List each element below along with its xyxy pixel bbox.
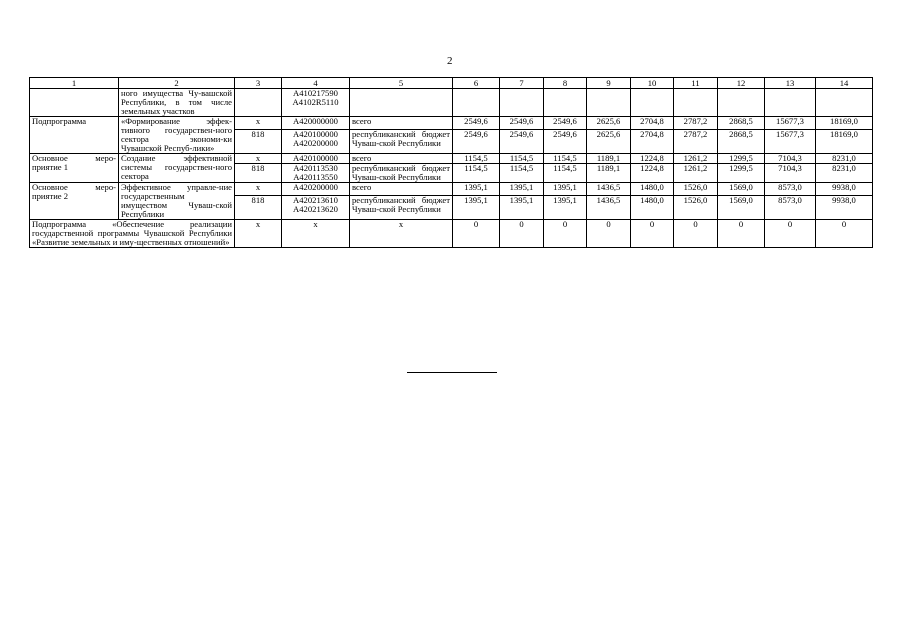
value-cell: 0 (816, 220, 873, 248)
value-cell: 0 (674, 220, 718, 248)
value-cell (718, 89, 765, 117)
value-cell (587, 89, 631, 117)
value-cell: 1526,0 (674, 183, 718, 196)
value-cell (765, 89, 816, 117)
value-cell: 1395,1 (453, 183, 500, 196)
value-cell: 8573,0 (765, 183, 816, 196)
budget-code: A420113530 (293, 163, 338, 173)
value-cell: 0 (500, 220, 544, 248)
budget-code: A420213610 (293, 195, 338, 205)
value-cell: 1395,1 (453, 195, 500, 219)
budget-code: A410217590 (293, 88, 338, 98)
value-cell (544, 89, 587, 117)
value-cell: 1154,5 (544, 164, 587, 183)
code-cell (282, 220, 350, 248)
value-cell: 1154,5 (500, 154, 544, 164)
program-name-cell: Эффективное управле-ние государственным имуществом Чуваш-ской Республики (119, 183, 235, 220)
code-cell (282, 183, 350, 196)
value-cell: 8573,0 (765, 195, 816, 219)
program-name-cell: Создание эффективной системы государствен-ного сектора (119, 154, 235, 183)
value-cell: 1154,5 (544, 154, 587, 164)
budget-code: A420100000 (293, 129, 338, 139)
budget-code: x (313, 219, 318, 229)
header-cell: 11 (674, 78, 718, 89)
header-cell: 6 (453, 78, 500, 89)
value-cell: 1395,1 (500, 195, 544, 219)
value-cell: 2704,8 (631, 129, 674, 153)
value-cell: 1395,1 (544, 183, 587, 196)
value-cell: 2549,6 (500, 129, 544, 153)
value-cell: 2549,6 (500, 117, 544, 130)
funding-source-cell (350, 89, 453, 117)
value-cell: 2549,6 (453, 129, 500, 153)
header-cell: 5 (350, 78, 453, 89)
value-cell: 1189,1 (587, 164, 631, 183)
budget-code: A420213620 (293, 203, 338, 214)
value-cell: 0 (765, 220, 816, 248)
header-cell: 8 (544, 78, 587, 89)
gov-code-cell: 818 (235, 129, 282, 153)
program-type-cell: Основное меро-приятие 2 (30, 183, 119, 220)
table-row (30, 154, 873, 164)
value-cell: 1154,5 (500, 164, 544, 183)
value-cell: 1395,1 (500, 183, 544, 196)
code-cell (282, 129, 350, 153)
code-cell (282, 164, 350, 183)
budget-table (29, 77, 873, 248)
funding-source-cell: всего (350, 154, 453, 164)
header-row (30, 78, 873, 89)
funding-source-cell: республиканский бюджет Чуваш-ской Республики (350, 129, 453, 153)
value-cell: 2787,2 (674, 117, 718, 130)
value-cell: 1299,5 (718, 154, 765, 164)
table-row (30, 117, 873, 130)
value-cell: 0 (453, 220, 500, 248)
value-cell: 2868,5 (718, 129, 765, 153)
value-cell: 15677,3 (765, 129, 816, 153)
budget-code: A420200000 (293, 182, 338, 192)
header-cell: 3 (235, 78, 282, 89)
page-number: 2 (447, 55, 453, 67)
value-cell: 0 (544, 220, 587, 248)
value-cell: 1480,0 (631, 183, 674, 196)
value-cell: 2625,6 (587, 117, 631, 130)
gov-code-cell: 818 (235, 195, 282, 219)
gov-code-cell: x (235, 117, 282, 130)
value-cell: 7104,3 (765, 164, 816, 183)
header-cell: 12 (718, 78, 765, 89)
value-cell: 1526,0 (674, 195, 718, 219)
table-row (30, 220, 873, 248)
value-cell: 9938,0 (816, 195, 873, 219)
value-cell: 0 (631, 220, 674, 248)
value-cell: 0 (587, 220, 631, 248)
value-cell: 2549,6 (544, 129, 587, 153)
subprogram-title-cell: Подпрограмма «Обеспечение реализации государственной программы Чувашской Республики «Развитие земельных и иму-щественных отношений» (30, 220, 235, 248)
program-type-cell: Основное меро-приятие 1 (30, 154, 119, 183)
value-cell: 15677,3 (765, 117, 816, 130)
value-cell: 9938,0 (816, 183, 873, 196)
value-cell: 1569,0 (718, 195, 765, 219)
value-cell: 0 (718, 220, 765, 248)
value-cell: 8231,0 (816, 164, 873, 183)
header-cell: 9 (587, 78, 631, 89)
value-cell: 2704,8 (631, 117, 674, 130)
budget-code: A420000000 (293, 116, 338, 126)
value-cell (674, 89, 718, 117)
value-cell: 1299,5 (718, 164, 765, 183)
program-type-cell (30, 89, 119, 117)
value-cell: 1261,2 (674, 164, 718, 183)
header-cell: 13 (765, 78, 816, 89)
gov-code-cell (235, 89, 282, 117)
funding-source-cell: республиканский бюджет Чуваш-ской Республики (350, 164, 453, 183)
program-name-cell: ного имущества Чу-вашской Республики, в том числе земельных участков (119, 89, 235, 117)
table-body (30, 78, 873, 248)
value-cell: 7104,3 (765, 154, 816, 164)
code-cell (282, 89, 350, 117)
gov-code-cell: 818 (235, 164, 282, 183)
value-cell: 1395,1 (544, 195, 587, 219)
funding-source-cell: x (350, 220, 453, 248)
header-cell: 2 (119, 78, 235, 89)
program-name-cell: «Формирование эффек-тивного государствен-ного сектора экономи-ки Чувашской Респуб-лики» (119, 117, 235, 154)
funding-source-cell: всего (350, 183, 453, 196)
budget-code: A420100000 (293, 153, 338, 163)
gov-code-cell: x (235, 154, 282, 164)
value-cell: 2549,6 (544, 117, 587, 130)
value-cell: 2549,6 (453, 117, 500, 130)
value-cell: 2787,2 (674, 129, 718, 153)
header-cell: 7 (500, 78, 544, 89)
funding-source-cell: республиканский бюджет Чуваш-ской Республики (350, 195, 453, 219)
value-cell: 1189,1 (587, 154, 631, 164)
value-cell: 2625,6 (587, 129, 631, 153)
value-cell: 1261,2 (674, 154, 718, 164)
value-cell (816, 89, 873, 117)
header-cell: 14 (816, 78, 873, 89)
value-cell (453, 89, 500, 117)
budget-code: A420200000 (293, 137, 338, 148)
value-cell: 1224,8 (631, 164, 674, 183)
value-cell: 1569,0 (718, 183, 765, 196)
end-rule (407, 372, 497, 373)
header-cell: 10 (631, 78, 674, 89)
value-cell: 1154,5 (453, 154, 500, 164)
value-cell: 2868,5 (718, 117, 765, 130)
value-cell: 1436,5 (587, 183, 631, 196)
budget-code: A420113550 (293, 172, 338, 182)
code-cell (282, 117, 350, 130)
header-cell: 4 (282, 78, 350, 89)
value-cell (631, 89, 674, 117)
value-cell: 1436,5 (587, 195, 631, 219)
value-cell: 18169,0 (816, 129, 873, 153)
budget-code: A4102R5110 (292, 97, 339, 107)
value-cell: 1480,0 (631, 195, 674, 219)
value-cell: 8231,0 (816, 154, 873, 164)
value-cell (500, 89, 544, 117)
program-type-cell: Подпрограмма (30, 117, 119, 154)
header-cell: 1 (30, 78, 119, 89)
table-row (30, 183, 873, 196)
funding-source-cell: всего (350, 117, 453, 130)
value-cell: 1154,5 (453, 164, 500, 183)
gov-code-cell: x (235, 183, 282, 196)
gov-code-cell: x (235, 220, 282, 248)
code-cell (282, 195, 350, 219)
table-row (30, 89, 873, 117)
value-cell: 1224,8 (631, 154, 674, 164)
code-cell (282, 154, 350, 164)
value-cell: 18169,0 (816, 117, 873, 130)
